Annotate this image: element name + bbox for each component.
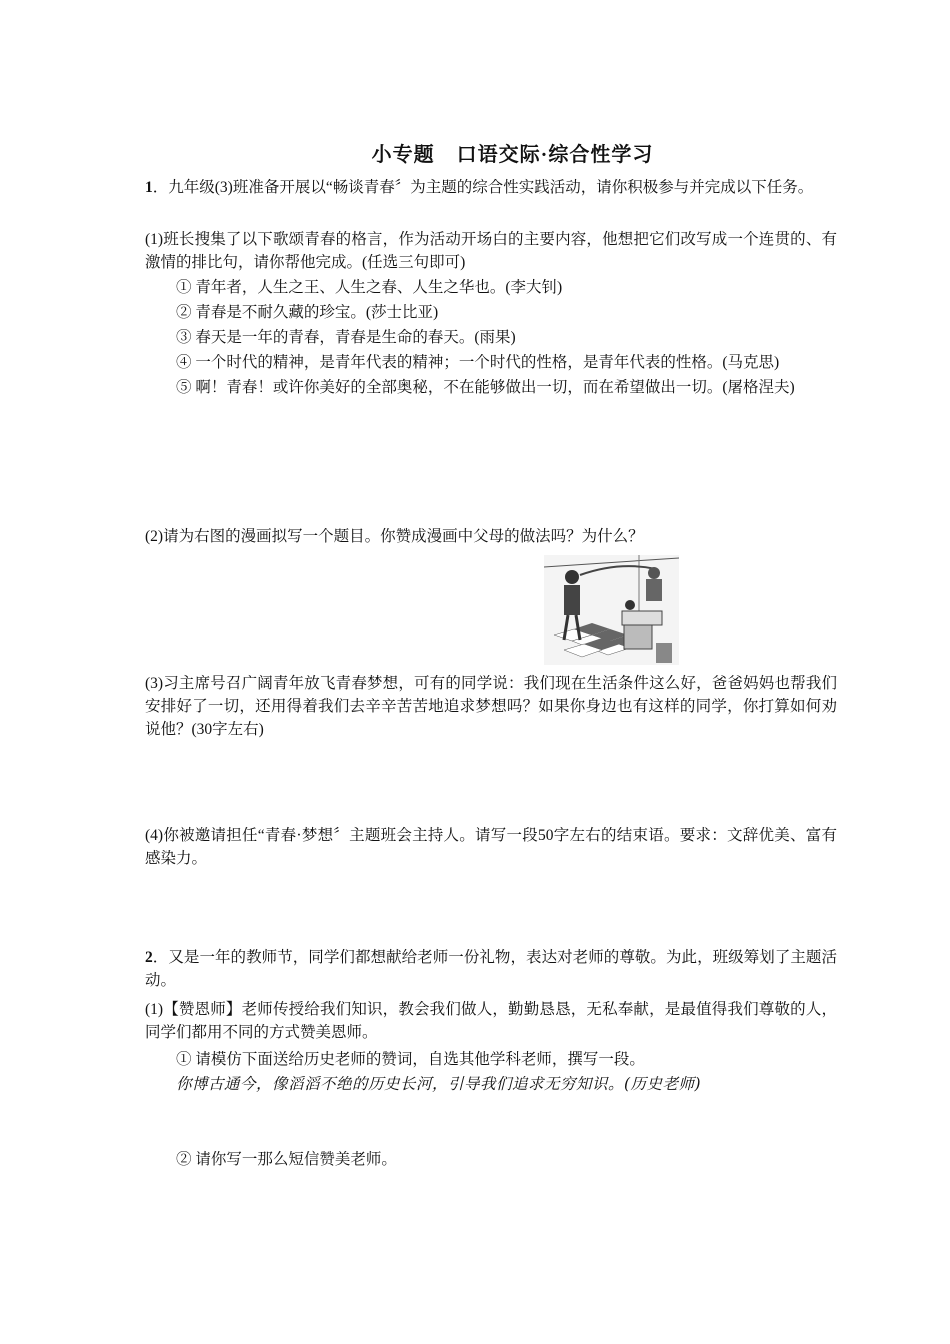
title-part-2: 口语交际·综合性学习 (456, 144, 654, 166)
question-1-sub-3: (3)习主席号召广阔青年放飞青春梦想，可有的同学说：我们现在生活条件这么好，爸爸妈妈也帮我们安排好了一切，还用得着我们去辛辛苦苦地追求梦想吗？如果你身边也有这样的同学，你打算如何劝说他？(30字左右) (145, 675, 837, 738)
cartoon-image (544, 555, 679, 665)
question-2-text: ．又是一年的教师节，同学们都想献给老师一份礼物，表达对老师的尊敬。为此，班级筹划了主题活动。 (145, 949, 837, 989)
question-2-intro (145, 946, 837, 992)
question-1-sub-1: (1)班长搜集了以下歌颂青春的格言，作为活动开场白的主要内容，他想把它们改写成一个连贯的、有激情的排比句，请你帮他完成。(任选三句即可) (145, 231, 837, 271)
title-part-1: 小专题 (371, 144, 435, 166)
quote-5: ⑤ 啊！青春！或许你美好的全部奥秘，不在能够做出一切，而在希望做出一切。(屠格涅夫) (176, 379, 795, 396)
quote-3: ③ 春天是一年的青春，青春是生命的春天。(雨果) (176, 329, 516, 346)
question-2-sub-1: (1)【赞恩师】老师传授给我们知识，教会我们做人，勤勤恳恳，无私奉献，是最值得我们尊敬的人，同学们都用不同的方式赞美恩师。 (145, 1001, 837, 1041)
example-praise: 你博古通今，像滔滔不绝的历史长河，引导我们追求无穷知识。(历史老师) (176, 1075, 702, 1093)
quote-1: ① 青年者，人生之王、人生之春、人生之华也。(李大钊) (176, 279, 563, 296)
question-2-item-1: ① 请模仿下面送给历史老师的赞词，自选其他学科老师，撰写一段。 (176, 1051, 645, 1068)
page-title (0, 138, 950, 167)
question-1-text: ．九年级(3)班准备开展以“畅谈青春〞为主题的综合性实践活动，请你积极参与并完成以下任务。 (152, 179, 814, 196)
question-1-sub-4: (4)你被邀请担任“青春·梦想〞主题班会主持人。请写一段50字左右的结束语。要求：文辞优美、富有感染力。 (145, 827, 837, 867)
quote-2: ② 青春是不耐久藏的珍宝。(莎士比亚) (176, 304, 439, 321)
question-2-number: 2 (145, 949, 153, 966)
question-1-intro (145, 176, 837, 199)
quote-4: ④ 一个时代的精神，是青年代表的精神；一个时代的性格，是青年代表的性格。(马克思) (176, 354, 780, 371)
question-1-number: 1 (145, 179, 153, 196)
question-2-item-2: ② 请你写一那么短信赞美老师。 (176, 1151, 397, 1168)
question-1-sub-2: (2)请为右图的漫画拟写一个题目。你赞成漫画中父母的做法吗？为什么？ (145, 528, 644, 545)
